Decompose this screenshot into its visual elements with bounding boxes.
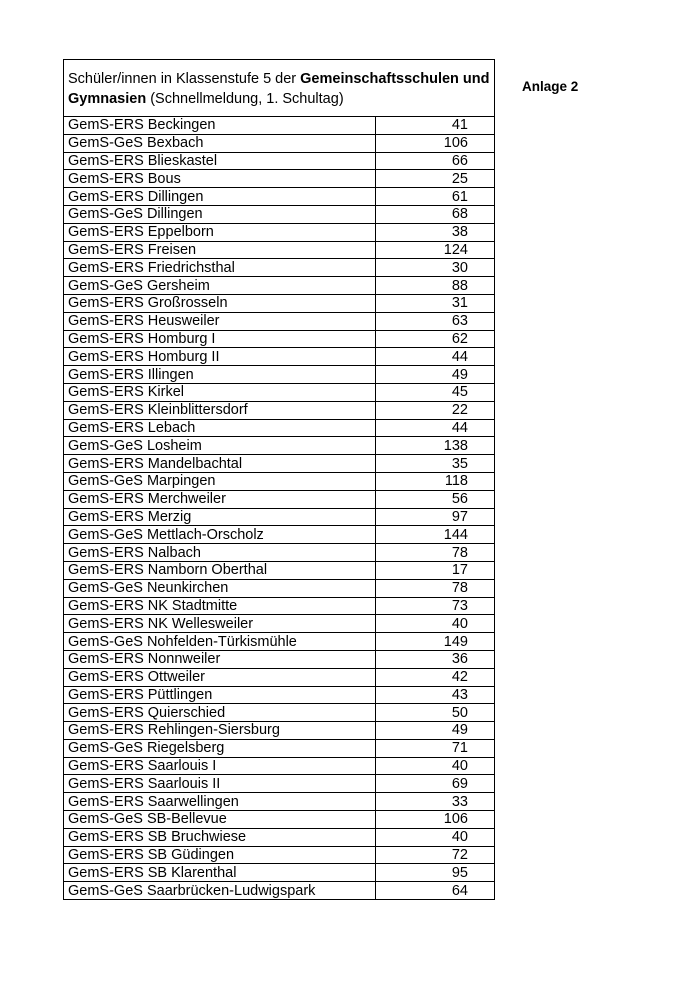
school-name-cell: GemS-ERS Nonnweiler xyxy=(64,650,376,668)
table-row xyxy=(64,757,495,775)
school-name-cell: GemS-ERS Saarwellingen xyxy=(64,793,376,811)
school-name-cell: GemS-GeS SB-Bellevue xyxy=(64,811,376,829)
school-name-cell: GemS-ERS SB Güdingen xyxy=(64,846,376,864)
school-name-cell: GemS-ERS Freisen xyxy=(64,241,376,259)
school-name-cell: GemS-ERS Ottweiler xyxy=(64,668,376,686)
student-count-cell: 40 xyxy=(376,615,495,633)
table-row xyxy=(64,561,495,579)
student-count-cell: 66 xyxy=(376,152,495,170)
student-count-cell: 49 xyxy=(376,722,495,740)
student-count-cell: 25 xyxy=(376,170,495,188)
student-count-cell: 36 xyxy=(376,650,495,668)
school-name-cell: GemS-ERS Heusweiler xyxy=(64,312,376,330)
student-count-cell: 106 xyxy=(376,134,495,152)
table-row xyxy=(64,472,495,490)
annex-label: Anlage 2 xyxy=(522,79,579,94)
student-count-cell: 30 xyxy=(376,259,495,277)
student-count-cell: 64 xyxy=(376,882,495,900)
school-name-cell: GemS-ERS SB Klarenthal xyxy=(64,864,376,882)
table-row xyxy=(64,668,495,686)
school-name-cell: GemS-ERS Homburg II xyxy=(64,348,376,366)
table-row xyxy=(64,401,495,419)
table-row xyxy=(64,294,495,312)
school-name-cell: GemS-ERS Dillingen xyxy=(64,188,376,206)
school-name-cell: GemS-ERS Illingen xyxy=(64,366,376,384)
table-row xyxy=(64,597,495,615)
school-name-cell: GemS-ERS Namborn Oberthal xyxy=(64,561,376,579)
table-row xyxy=(64,134,495,152)
school-name-cell: GemS-GeS Mettlach-Orscholz xyxy=(64,526,376,544)
table-row xyxy=(64,579,495,597)
table-row xyxy=(64,188,495,206)
table-row xyxy=(64,882,495,900)
student-count-cell: 69 xyxy=(376,775,495,793)
table-row xyxy=(64,277,495,295)
school-name-cell: GemS-ERS Rehlingen-Siersburg xyxy=(64,722,376,740)
school-name-cell: GemS-GeS Bexbach xyxy=(64,134,376,152)
table-row xyxy=(64,241,495,259)
school-name-cell: GemS-ERS Merzig xyxy=(64,508,376,526)
table-row xyxy=(64,633,495,651)
table-row xyxy=(64,739,495,757)
school-name-cell: GemS-GeS Dillingen xyxy=(64,205,376,223)
student-count-cell: 73 xyxy=(376,597,495,615)
table-row xyxy=(64,650,495,668)
table-row xyxy=(64,846,495,864)
school-name-cell: GemS-ERS NK Wellesweiler xyxy=(64,615,376,633)
school-name-cell: GemS-ERS Merchweiler xyxy=(64,490,376,508)
table-row xyxy=(64,383,495,401)
student-count-cell: 78 xyxy=(376,544,495,562)
school-name-cell: GemS-ERS Kleinblittersdorf xyxy=(64,401,376,419)
table-row xyxy=(64,259,495,277)
student-count-cell: 106 xyxy=(376,811,495,829)
student-count-cell: 95 xyxy=(376,864,495,882)
table-row xyxy=(64,686,495,704)
student-count-cell: 35 xyxy=(376,455,495,473)
school-name-cell: GemS-ERS Großrosseln xyxy=(64,294,376,312)
school-name-cell: GemS-GeS Gersheim xyxy=(64,277,376,295)
school-name-cell: GemS-ERS Beckingen xyxy=(64,117,376,135)
school-name-cell: GemS-GeS Riegelsberg xyxy=(64,739,376,757)
school-name-cell: GemS-ERS Bous xyxy=(64,170,376,188)
school-name-cell: GemS-GeS Neunkirchen xyxy=(64,579,376,597)
student-count-cell: 33 xyxy=(376,793,495,811)
student-count-cell: 68 xyxy=(376,205,495,223)
table-row xyxy=(64,615,495,633)
table-title xyxy=(63,59,495,116)
school-name-cell: GemS-ERS Mandelbachtal xyxy=(64,455,376,473)
table-row xyxy=(64,811,495,829)
table-row xyxy=(64,793,495,811)
table-row xyxy=(64,330,495,348)
school-name-cell: GemS-GeS Nohfelden-Türkismühle xyxy=(64,633,376,651)
table-row xyxy=(64,864,495,882)
student-count-cell: 22 xyxy=(376,401,495,419)
student-count-cell: 43 xyxy=(376,686,495,704)
student-count-cell: 88 xyxy=(376,277,495,295)
school-name-cell: GemS-ERS NK Stadtmitte xyxy=(64,597,376,615)
student-count-cell: 78 xyxy=(376,579,495,597)
student-count-cell: 71 xyxy=(376,739,495,757)
student-count-cell: 61 xyxy=(376,188,495,206)
school-name-cell: GemS-GeS Saarbrücken-Ludwigspark xyxy=(64,882,376,900)
school-name-cell: GemS-ERS Nalbach xyxy=(64,544,376,562)
table-row xyxy=(64,170,495,188)
school-name-cell: GemS-ERS Saarlouis II xyxy=(64,775,376,793)
table-row xyxy=(64,775,495,793)
school-name-cell: GemS-ERS Saarlouis I xyxy=(64,757,376,775)
student-count-cell: 124 xyxy=(376,241,495,259)
table-row xyxy=(64,455,495,473)
table-row xyxy=(64,419,495,437)
student-count-cell: 50 xyxy=(376,704,495,722)
student-count-cell: 42 xyxy=(376,668,495,686)
school-name-cell: GemS-ERS Eppelborn xyxy=(64,223,376,241)
student-count-cell: 63 xyxy=(376,312,495,330)
student-count-cell: 40 xyxy=(376,828,495,846)
table-row xyxy=(64,704,495,722)
student-count-cell: 149 xyxy=(376,633,495,651)
school-name-cell: GemS-ERS Homburg I xyxy=(64,330,376,348)
table-row xyxy=(64,508,495,526)
school-name-cell: GemS-ERS Quierschied xyxy=(64,704,376,722)
student-count-cell: 31 xyxy=(376,294,495,312)
student-count-cell: 44 xyxy=(376,348,495,366)
school-count-table xyxy=(63,116,495,900)
table-row xyxy=(64,205,495,223)
title-suffix: (Schnellmeldung, 1. Schultag) xyxy=(146,91,344,107)
student-count-cell: 49 xyxy=(376,366,495,384)
table-row xyxy=(64,117,495,135)
student-count-cell: 44 xyxy=(376,419,495,437)
school-name-cell: GemS-GeS Losheim xyxy=(64,437,376,455)
student-count-cell: 45 xyxy=(376,383,495,401)
title-prefix: Schüler/innen in Klassenstufe 5 der xyxy=(68,71,301,87)
school-name-cell: GemS-ERS Friedrichsthal xyxy=(64,259,376,277)
title-bold: Gemeinschaftsschulen und Gymnasien xyxy=(68,71,490,107)
student-count-cell: 138 xyxy=(376,437,495,455)
school-name-cell: GemS-ERS SB Bruchwiese xyxy=(64,828,376,846)
table-row xyxy=(64,312,495,330)
table-row xyxy=(64,526,495,544)
school-name-cell: GemS-ERS Lebach xyxy=(64,419,376,437)
table-row xyxy=(64,366,495,384)
school-name-cell: GemS-ERS Kirkel xyxy=(64,383,376,401)
student-count-cell: 62 xyxy=(376,330,495,348)
table-body xyxy=(64,117,495,900)
student-count-cell: 144 xyxy=(376,526,495,544)
student-count-cell: 118 xyxy=(376,472,495,490)
student-count-cell: 56 xyxy=(376,490,495,508)
school-name-cell: GemS-ERS Blieskastel xyxy=(64,152,376,170)
table-row xyxy=(64,348,495,366)
student-count-cell: 40 xyxy=(376,757,495,775)
table-row xyxy=(64,152,495,170)
student-count-cell: 97 xyxy=(376,508,495,526)
student-count-cell: 17 xyxy=(376,561,495,579)
student-count-cell: 41 xyxy=(376,117,495,135)
table-row xyxy=(64,828,495,846)
table-row xyxy=(64,490,495,508)
student-count-cell: 38 xyxy=(376,223,495,241)
table-row xyxy=(64,437,495,455)
table-row xyxy=(64,722,495,740)
student-count-cell: 72 xyxy=(376,846,495,864)
school-name-cell: GemS-GeS Marpingen xyxy=(64,472,376,490)
school-name-cell: GemS-ERS Püttlingen xyxy=(64,686,376,704)
table-row xyxy=(64,223,495,241)
table-row xyxy=(64,544,495,562)
